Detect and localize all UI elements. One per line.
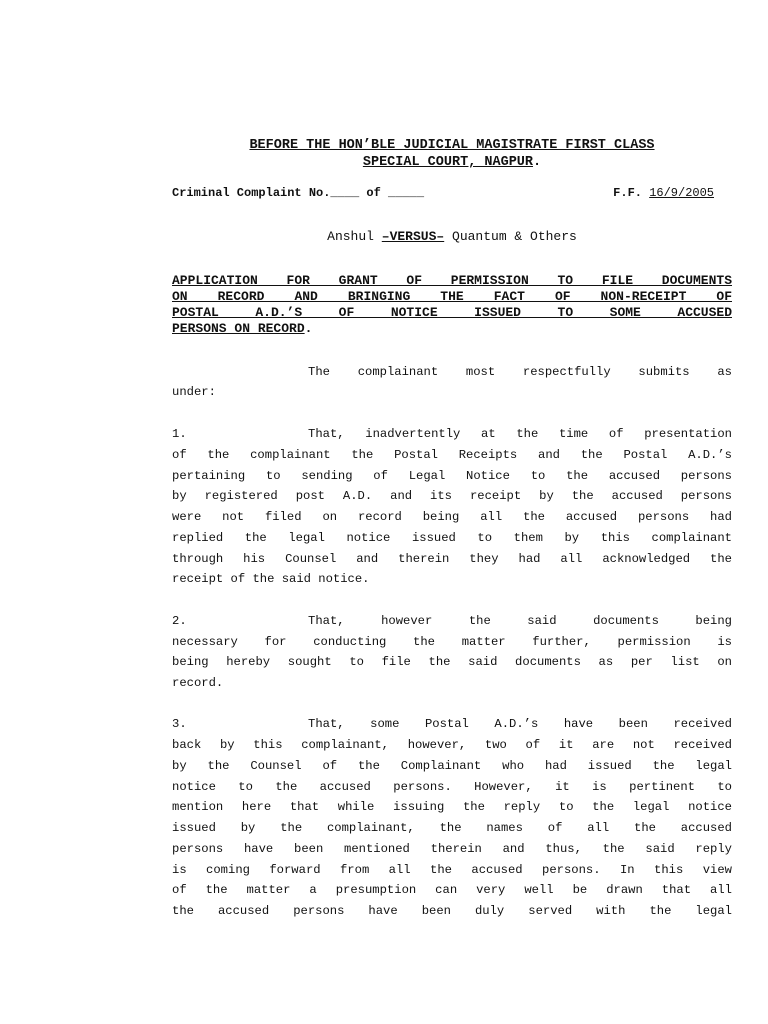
ff-label: F.F. xyxy=(613,186,642,200)
intro-line-2: under: xyxy=(172,385,216,399)
paragraph-3-line: issued by the complainant, the names of all the accused xyxy=(172,821,732,835)
complainant-name: Anshul xyxy=(327,229,374,244)
case-parties xyxy=(172,229,732,244)
paragraph-2-line: being hereby sought to file the said documents as per list on xyxy=(172,655,732,669)
paragraph-3-number: 3. xyxy=(172,717,187,731)
paragraph-1-line: That, inadvertently at the time of presentation xyxy=(308,427,732,441)
paragraph-3-line: That, some Postal A.D.’s have been received xyxy=(308,717,732,731)
ff-date: 16/9/2005 xyxy=(649,186,714,200)
court-heading: BEFORE THE HON’BLE JUDICIAL MAGISTRATE FIRST CLASS SPECIAL COURT, NAGPUR. xyxy=(249,138,655,170)
application-title-line-3: POSTAL A.D.’S OF NOTICE ISSUED TO SOME ACCUSED xyxy=(172,305,732,320)
paragraph-1-line: receipt of the said notice. xyxy=(172,572,370,586)
ff-field xyxy=(613,186,714,200)
paragraph-1-line: through his Counsel and therein they had all acknowledged the xyxy=(172,552,732,566)
paragraph-3-line: back by this complainant, however, two of it are not received xyxy=(172,738,732,752)
paragraph-1-number: 1. xyxy=(172,427,187,441)
paragraph-1-line: pertaining to sending of Legal Notice to the accused persons xyxy=(172,469,732,483)
paragraph-2-line: necessary for conducting the matter further, permission is xyxy=(172,635,732,649)
application-title-line-1: APPLICATION FOR GRANT OF PERMISSION TO FILE DOCUMENTS xyxy=(172,273,732,288)
paragraph-3-line: notice to the accused persons. However, it is pertinent to xyxy=(172,780,732,794)
paragraph-1-line: of the complainant the Postal Receipts and the Postal A.D.’s xyxy=(172,448,732,462)
court-line-2: SPECIAL COURT, NAGPUR xyxy=(362,155,534,170)
court-line-1: BEFORE THE HON’BLE JUDICIAL MAGISTRATE FIRST CLASS xyxy=(249,138,655,153)
paragraph-2-line: record. xyxy=(172,676,224,690)
accused-name: Quantum & Others xyxy=(452,229,577,244)
paragraph-3-line: by the Counsel of the Complainant who had issued the legal xyxy=(172,759,732,773)
complaint-number-row xyxy=(172,186,714,200)
paragraph-3-line: of the matter a presumption can very well be drawn that all xyxy=(172,883,732,897)
paragraph-2-line: That, however the said documents being xyxy=(308,614,732,628)
versus-label: –VERSUS– xyxy=(381,229,445,244)
paragraph-2-number: 2. xyxy=(172,614,187,628)
application-title: APPLICATION FOR GRANT OF PERMISSION TO FILE DOCUMENTS ON RECORD AND BRINGING THE FACT OF NON-RECEIPT OF POSTAL A.D.’S OF NOTICE ISSUED TO SOME ACCUSED PERSONS ON RECORD. xyxy=(172,273,732,336)
paragraph-1-line: by registered post A.D. and its receipt by the accused persons xyxy=(172,489,732,503)
paragraph-1-line: were not filed on record being all the accused persons had xyxy=(172,510,732,524)
complaint-number-label: Criminal Complaint No.____ of _____ xyxy=(172,186,425,200)
paragraph-3-line: the accused persons have been duly served with the legal xyxy=(172,904,732,918)
paragraph-3-line: persons have been mentioned therein and thus, the said reply xyxy=(172,842,732,856)
paragraph-3-line: mention here that while issuing the reply to the legal notice xyxy=(172,800,732,814)
paragraph-3-line: is coming forward from all the accused persons. In this view xyxy=(172,863,732,877)
application-title-line-4: PERSONS ON RECORD xyxy=(172,321,305,336)
application-title-line-2: ON RECORD AND BRINGING THE FACT OF NON-RECEIPT OF xyxy=(172,289,732,304)
paragraph-1-line: replied the legal notice issued to them by this complainant xyxy=(172,531,732,545)
intro-line-1: The complainant most respectfully submits as xyxy=(308,365,732,379)
